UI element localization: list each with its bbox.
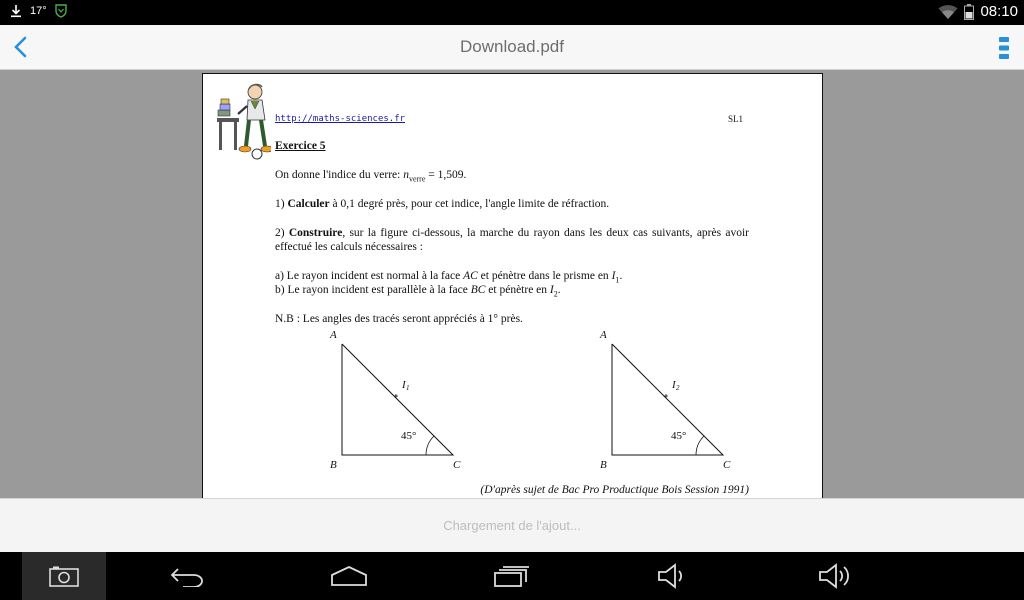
point-label: I [672, 379, 676, 391]
angle-label: 45° [671, 430, 687, 442]
volume-down-icon [657, 563, 689, 589]
vertex-c-label: C [453, 459, 461, 471]
back-nav-button[interactable] [160, 552, 214, 600]
triangle-figure-1 [325, 326, 475, 476]
source-citation: (D'après sujet de Bac Pro Productique Bois Session 1991) [480, 484, 749, 496]
recent-apps-icon [494, 565, 530, 587]
vertex-c-label: C [723, 459, 731, 471]
battery-icon [964, 4, 974, 20]
vertex-b-label: B [330, 459, 337, 471]
volume-up-button[interactable] [808, 552, 862, 600]
vertex-b-label: B [600, 459, 607, 471]
pdf-page [202, 73, 823, 498]
page-code: SL1 [728, 114, 744, 124]
triangle-outline [342, 344, 453, 455]
clock: 08:10 [980, 3, 1018, 20]
vertex-a-label: A [330, 329, 337, 341]
menu-button[interactable] [994, 35, 1014, 61]
refractive-index-line: On donne l'indice du verre: $n_{verre} = 1,509$. [275, 169, 467, 184]
loading-text: Chargement de l'ajout... [443, 518, 581, 533]
question-1: 1) Calculer à 0,1 degré près, pour cet indice, l'angle limite de réfraction. [275, 198, 610, 210]
angle-arc [696, 436, 704, 455]
loading-panel [0, 498, 1024, 552]
menu-icon [994, 35, 1014, 61]
home-icon [330, 565, 368, 587]
case-b: b) Le rayon incident est parallèle à la face BC et pénètre en $I_2$. [275, 284, 561, 299]
teacher-illustration [215, 82, 271, 160]
angle-label: 45° [401, 430, 417, 442]
vertex-a-label: A [600, 329, 607, 341]
triangle-outline [612, 344, 723, 455]
status-bar [0, 0, 1024, 25]
volume-up-icon [818, 563, 852, 589]
point-label-sub: 1 [406, 384, 410, 392]
website-link[interactable]: http://maths-sciences.fr [275, 114, 406, 124]
triangle-figure-2 [595, 326, 745, 476]
recent-apps-button[interactable] [484, 552, 540, 600]
point-marker [394, 394, 398, 398]
pdf-viewer[interactable] [0, 70, 1024, 498]
exercise-title: Exercice 5 [275, 140, 326, 152]
app-bar [0, 25, 1024, 70]
question-2: 2) Construire, sur la figure ci-dessous, la marche du rayon dans les deux cas suivants, après avoir effectué les calculs nécessaires : [275, 227, 749, 253]
case-a: a) Le rayon incident est normal à la face AC et pénètre dans le prisme en $I_1$. [275, 270, 623, 285]
angle-arc [426, 436, 434, 455]
screenshot-icon [49, 565, 79, 587]
wifi-icon [938, 4, 958, 20]
point-marker [664, 394, 668, 398]
point-label: I [402, 379, 406, 391]
download-icon [10, 4, 22, 18]
note: N.B : Les angles des tracés seront appréciés à 1° près. [275, 313, 523, 325]
home-button[interactable] [322, 552, 376, 600]
point-label-sub: 2 [676, 384, 680, 392]
volume-down-button[interactable] [646, 552, 700, 600]
screenshot-button[interactable] [22, 552, 106, 600]
navigation-bar [0, 552, 1024, 600]
back-icon [169, 565, 205, 587]
shield-icon [55, 4, 67, 18]
temperature: 17° [30, 5, 47, 17]
document-title: Download.pdf [460, 37, 564, 56]
